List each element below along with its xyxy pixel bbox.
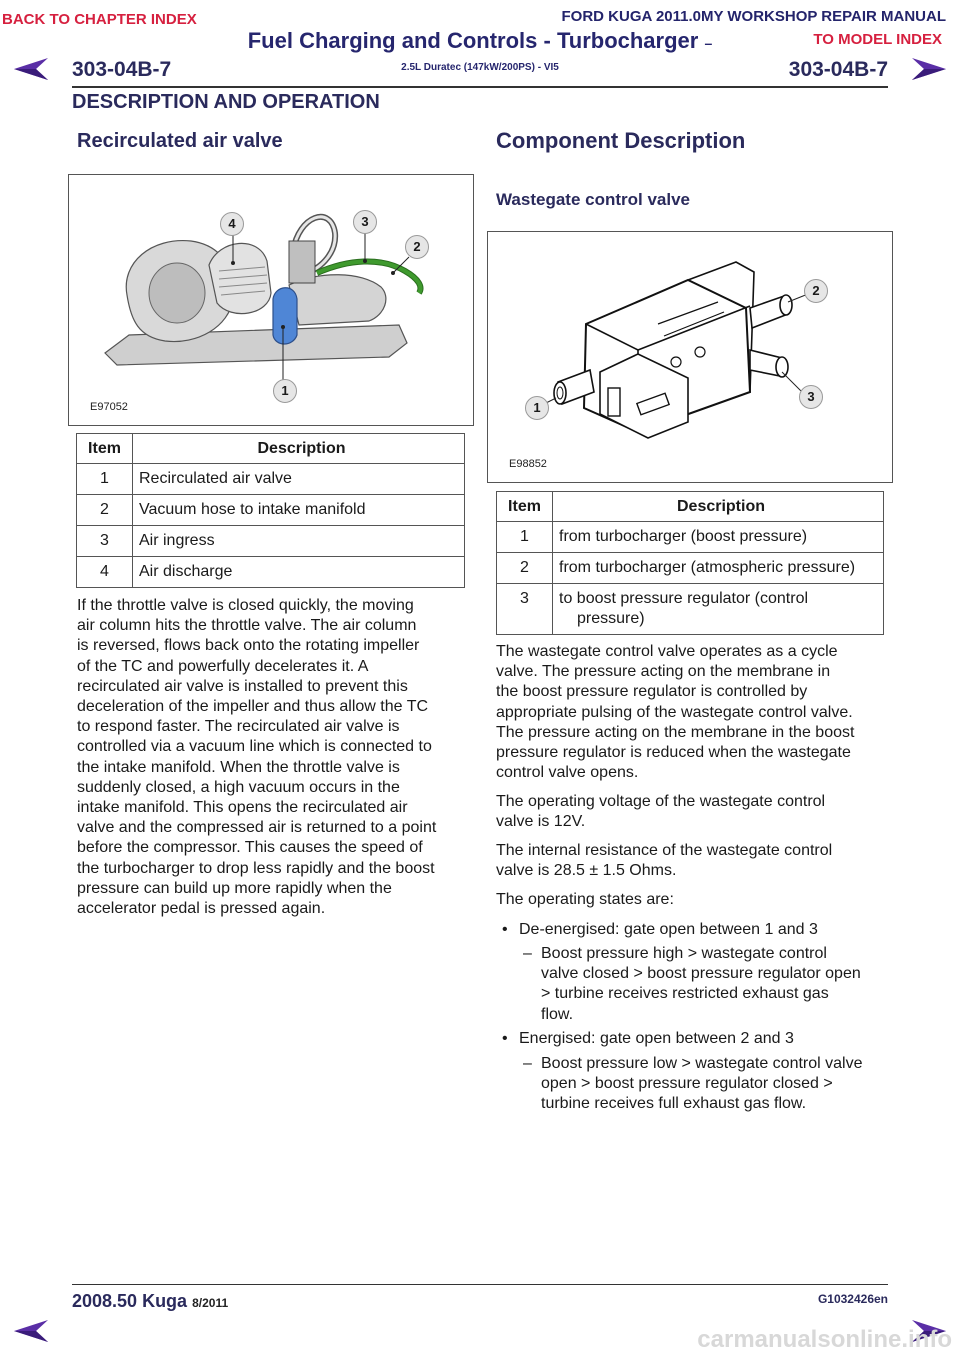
- table-row: [497, 584, 884, 635]
- recirculated-air-valve-table: [76, 433, 465, 588]
- text-line: the turbocharger to drop less rapidly and the boost: [77, 859, 435, 877]
- wastegate-valve-illustration: [488, 232, 892, 482]
- bullet-text: De-energised: gate open between 1 and 3: [519, 921, 818, 938]
- text-line: If the throttle valve is closed quickly, the moving: [77, 597, 414, 614]
- figure-code: E97052: [90, 401, 128, 413]
- page-code-left: 303-04B-7: [72, 58, 172, 81]
- table-row: [77, 526, 465, 557]
- row-description: Vacuum hose to intake manifold: [133, 495, 465, 526]
- figure-recirculated-air-valve: [68, 174, 474, 426]
- row-description-line: to boost pressure regulator (control: [559, 590, 809, 607]
- text-line: flow.: [541, 1005, 574, 1023]
- text-line: before the compressor. This causes the speed of: [77, 839, 423, 857]
- manual-title: FORD KUGA 2011.0MY WORKSHOP REPAIR MANUAL: [561, 8, 946, 25]
- figure-wastegate-control-valve: [487, 231, 893, 483]
- text-line: the boost pressure regulator is controlled by: [496, 683, 808, 701]
- table-row: [77, 557, 465, 588]
- text-line: valve closed > boost pressure regulator open: [541, 965, 861, 983]
- table-row: [497, 522, 884, 553]
- section-title-dash: –: [704, 35, 713, 51]
- recirculated-air-valve-heading: Recirculated air valve: [77, 130, 283, 152]
- row-description: [553, 553, 884, 584]
- back-to-chapter-index-link[interactable]: BACK TO CHAPTER INDEX: [2, 11, 197, 28]
- component-description-heading: Component Description: [496, 128, 746, 153]
- text-line: control valve opens.: [496, 764, 639, 782]
- footer-rule: [72, 1284, 888, 1285]
- internal-resistance-paragraph: [496, 841, 888, 881]
- callout-2: 2: [405, 235, 429, 259]
- section-title-text: Fuel Charging and Controls - Turbocharger: [247, 28, 699, 53]
- text-line: suddenly closed, a high vacuum occurs in the: [77, 778, 400, 796]
- table-row: [77, 495, 465, 526]
- row-description-line: pressure): [577, 610, 645, 627]
- col-description-header: Description: [553, 492, 884, 522]
- bullet-energised: [502, 1029, 888, 1049]
- text-line: open > boost pressure regulator closed >: [541, 1075, 833, 1093]
- text-line: is reversed, flows back onto the rotating impeller: [77, 637, 420, 655]
- watermark: carmanualsonline.info: [697, 1326, 952, 1353]
- row-item: 3: [77, 526, 133, 557]
- row-item: 1: [77, 464, 133, 495]
- bullet-text: Energised: gate open between 2 and 3: [519, 1030, 794, 1047]
- to-model-index-link[interactable]: TO MODEL INDEX: [813, 31, 942, 48]
- row-description-line: from turbocharger (atmospheric pressure): [559, 559, 856, 576]
- sub-bullet-text: [523, 944, 888, 1025]
- row-description: Recirculated air valve: [133, 464, 465, 495]
- col-item-header: Item: [77, 434, 133, 464]
- col-item-header: Item: [497, 492, 553, 522]
- operating-voltage-paragraph: [496, 792, 888, 832]
- text-line: recirculated air valve is installed to prevent this: [77, 677, 408, 695]
- row-item: 1: [497, 522, 553, 553]
- callout-3: 3: [353, 210, 377, 234]
- bullet-marker: •: [502, 1030, 508, 1047]
- row-description: [553, 584, 884, 635]
- footer-doc-code: G1032426en: [817, 1292, 888, 1306]
- row-item: 2: [77, 495, 133, 526]
- page-code-right: 303-04B-7: [788, 58, 888, 81]
- sub-bullet-de-energised: [523, 944, 888, 1025]
- text-line: valve and the compressed air is returned to a point: [77, 819, 437, 837]
- figure-code: E98852: [509, 458, 547, 470]
- text-line: Boost pressure low > wastegate control valve: [541, 1055, 863, 1072]
- text-line: controlled via a vacuum line which is connected to: [77, 738, 432, 756]
- wastegate-operation-paragraph: [496, 642, 888, 783]
- text-line: accelerator pedal is pressed again.: [77, 900, 326, 918]
- dash-marker: –: [523, 945, 532, 962]
- section-heading: DESCRIPTION AND OPERATION: [72, 91, 380, 113]
- text-line: valve is 12V.: [496, 813, 586, 831]
- col-description-header: Description: [133, 434, 465, 464]
- text-line: Boost pressure high > wastegate control: [541, 945, 827, 962]
- table-row: [77, 464, 465, 495]
- operating-states-intro: The operating states are:: [496, 891, 674, 908]
- prev-page-arrow-icon[interactable]: [12, 56, 50, 82]
- wastegate-control-valve-table: [496, 491, 884, 635]
- text-line: deceleration of the impeller and thus allow the TC: [77, 698, 429, 716]
- row-item: 3: [497, 584, 553, 635]
- section-title: [0, 28, 960, 54]
- callout-2: 2: [804, 279, 828, 303]
- text-line: of the TC and powerfully decelerates it. A: [77, 657, 369, 675]
- bullet-marker: •: [502, 921, 508, 938]
- callout-1: 1: [525, 396, 549, 420]
- wastegate-control-valve-heading: Wastegate control valve: [496, 190, 690, 209]
- dash-marker: –: [523, 1055, 532, 1072]
- text-line: to respond faster. The recirculated air valve is: [77, 718, 400, 736]
- table-row: [497, 553, 884, 584]
- model-date: 8/2011: [192, 1296, 229, 1310]
- footer-model: [72, 1291, 228, 1312]
- row-description: Air discharge: [133, 557, 465, 588]
- turbocharger-illustration: [69, 175, 473, 425]
- row-item: 4: [77, 557, 133, 588]
- row-item: 2: [497, 553, 553, 584]
- text-line: air column hits the throttle valve. The air column: [77, 617, 417, 635]
- text-line: The pressure acting on the membrane in the boost: [496, 723, 855, 741]
- callout-3: 3: [799, 385, 823, 409]
- sub-bullet-energised: [523, 1054, 888, 1115]
- text-line: pressure can build up more rapidly when the: [77, 879, 392, 897]
- engine-variant: 2.5L Duratec (147kW/200PS) - VI5: [401, 62, 559, 73]
- callout-1: 1: [273, 379, 297, 403]
- next-page-arrow-icon[interactable]: [910, 56, 948, 82]
- text-line: appropriate pulsing of the wastegate control valve.: [496, 703, 853, 721]
- text-line: The internal resistance of the wastegate control: [496, 842, 833, 859]
- row-description: [553, 522, 884, 553]
- bullet-de-energised: [502, 920, 888, 940]
- text-line: intake manifold. This opens the recirculated air: [77, 799, 408, 817]
- model-name: 2008.50 Kuga: [72, 1291, 188, 1311]
- text-line: valve. The pressure acting on the membrane in: [496, 663, 831, 681]
- text-line: > turbine receives restricted exhaust gas: [541, 985, 829, 1003]
- callout-4: 4: [220, 212, 244, 236]
- text-line: The operating voltage of the wastegate control: [496, 793, 826, 810]
- recirculated-air-valve-paragraph: [77, 596, 472, 919]
- sub-bullet-text: [523, 1054, 888, 1115]
- row-description: Air ingress: [133, 526, 465, 557]
- text-line: the intake manifold. When the throttle valve is: [77, 758, 400, 776]
- header-rule: [72, 86, 888, 88]
- text-line: valve is 28.5 ± 1.5 Ohms.: [496, 862, 677, 880]
- text-line: turbine receives full exhaust gas flow.: [541, 1095, 807, 1113]
- text-line: The wastegate control valve operates as a cycle: [496, 643, 838, 660]
- text-line: pressure regulator is reduced when the wastegate: [496, 744, 851, 762]
- row-description-line: from turbocharger (boost pressure): [559, 528, 808, 545]
- prev-page-arrow-icon[interactable]: [12, 1318, 50, 1344]
